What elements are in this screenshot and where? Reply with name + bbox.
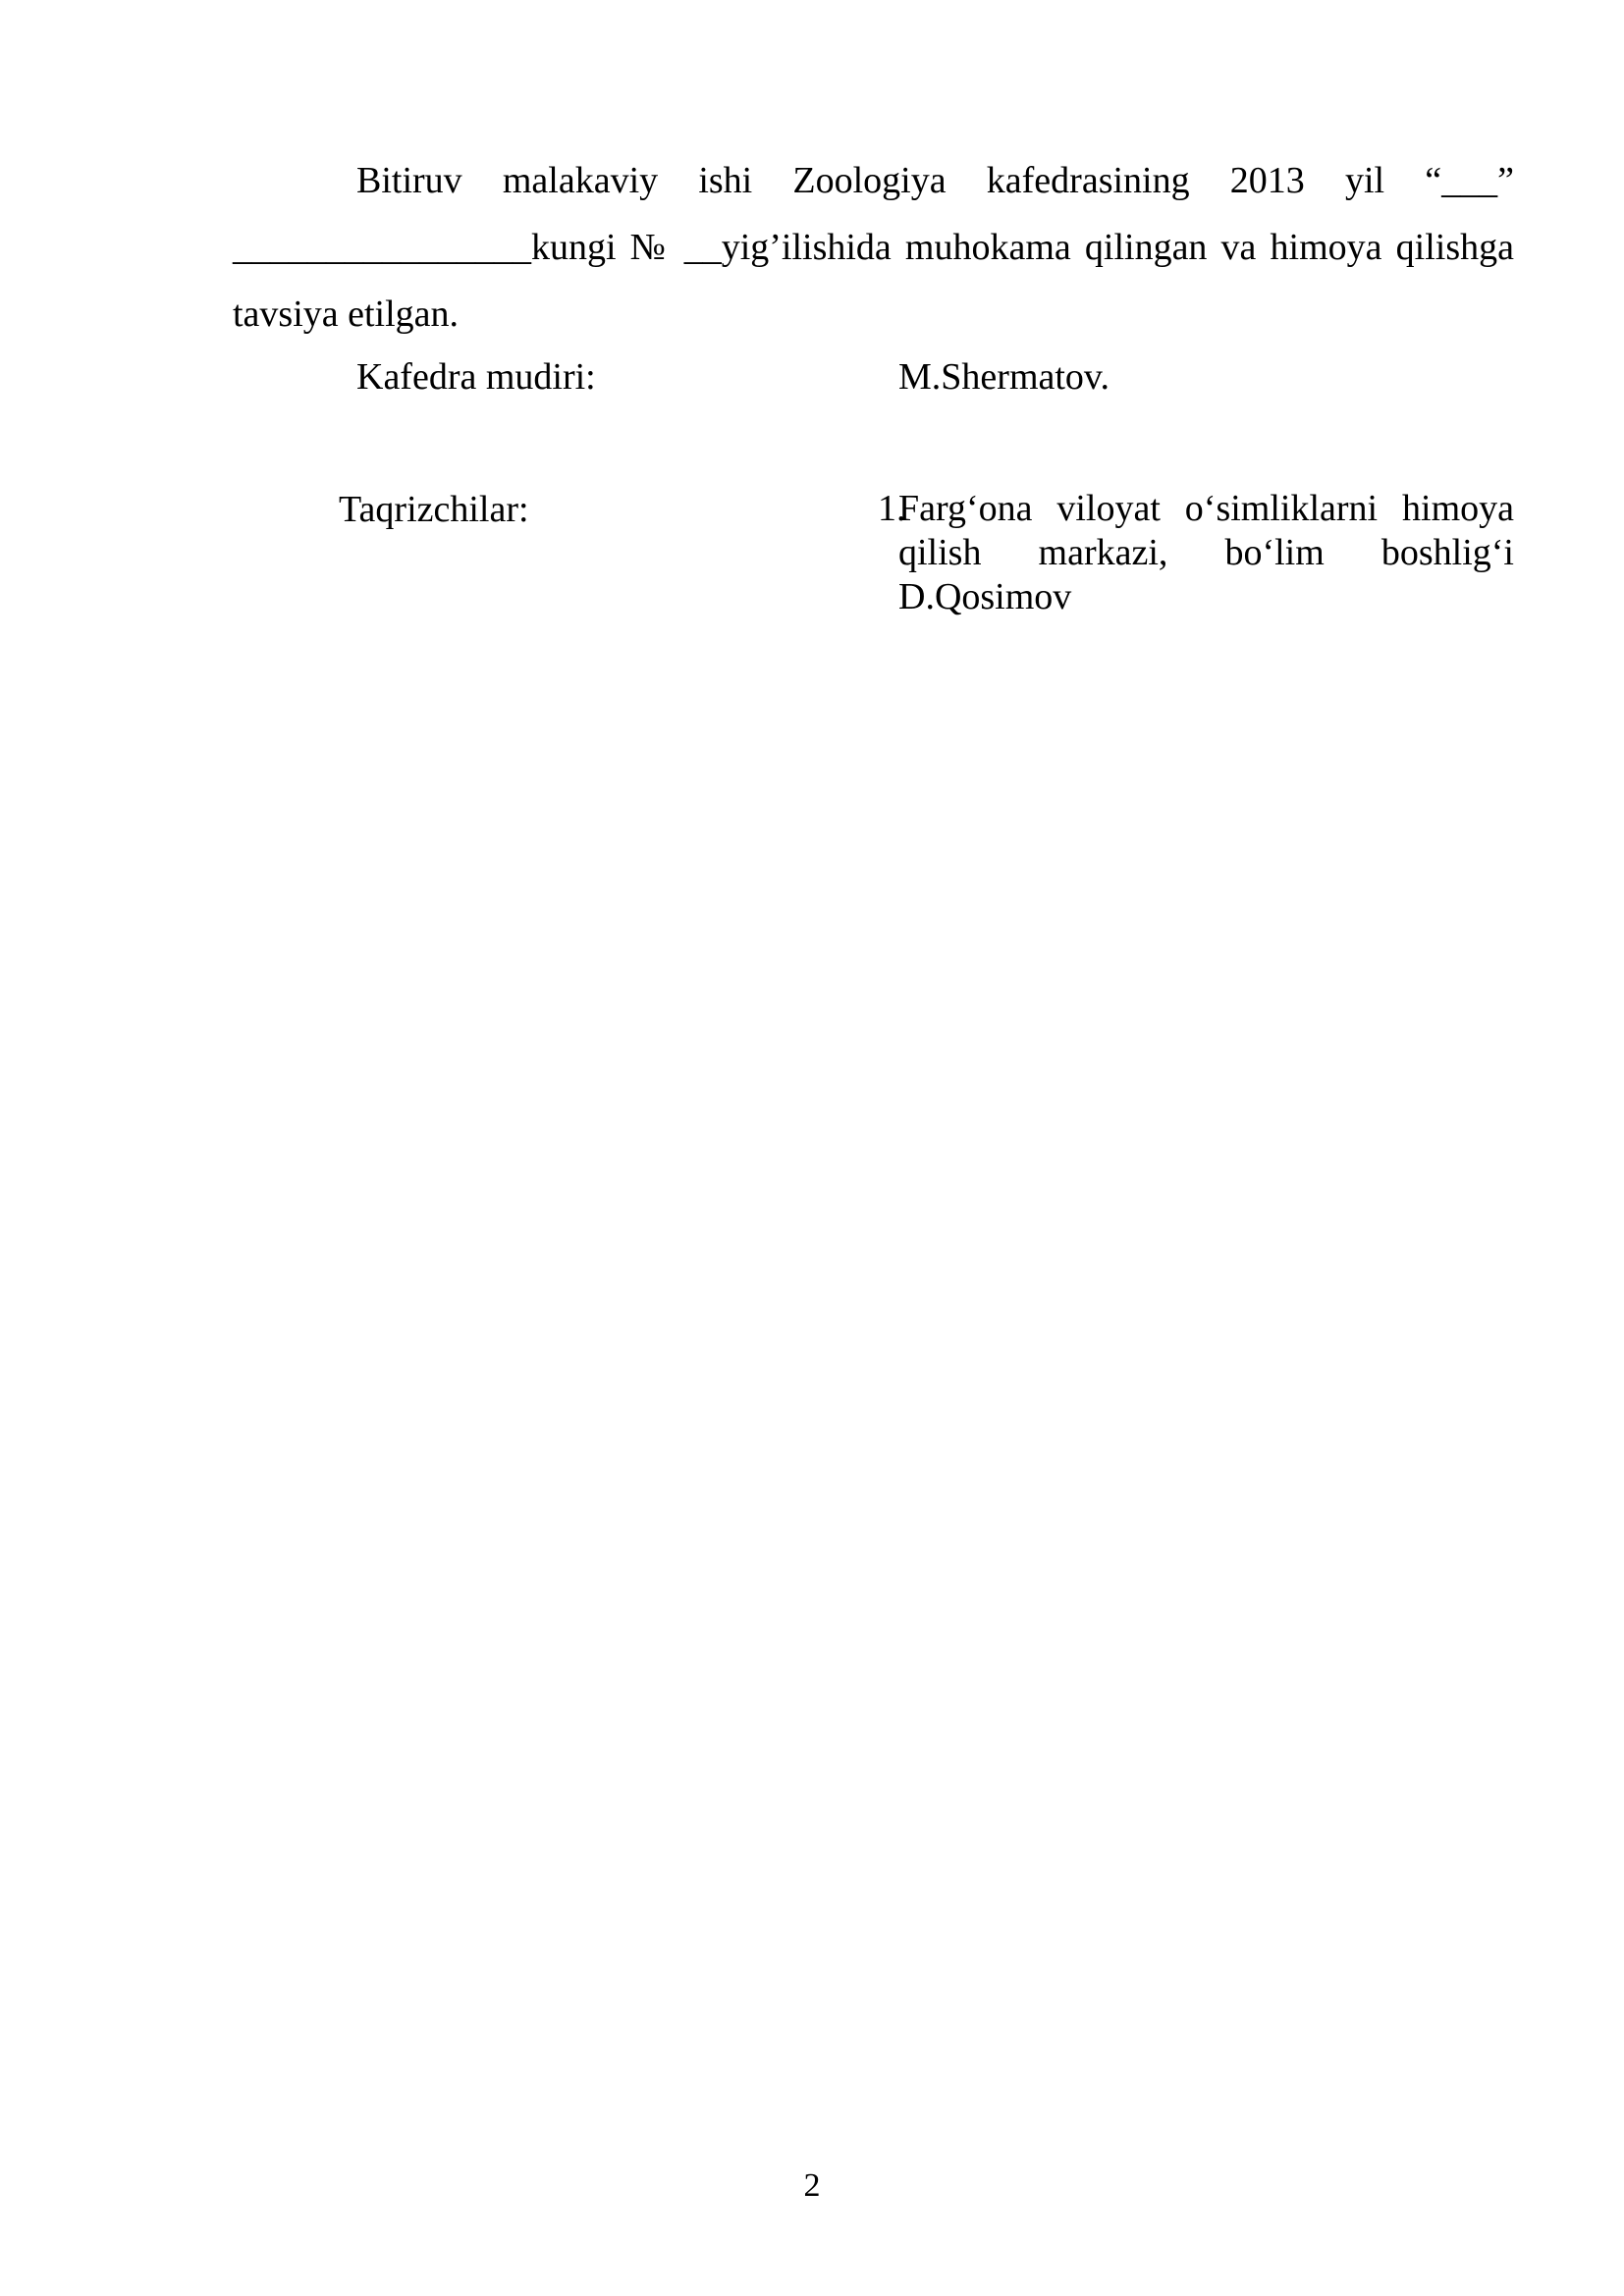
reviewer-item: [878, 487, 1514, 619]
head-of-department-label: Kafedra mudiri:: [356, 356, 596, 398]
head-of-department-name: M.Shermatov.: [898, 356, 1110, 398]
intro-paragraph: Bitiruv malakaviy ishi Zoologiya kafedrasining 2013 yil “___” ________________kungi № __yig’ilishida muhokama qilingan va himoya qilishga tavsiya etilgan.: [233, 160, 1514, 335]
page-number: 2: [803, 2167, 821, 2204]
reviewer-number: 1.: [878, 488, 906, 529]
reviewers-list: [878, 487, 1514, 619]
reviewer-text: Farg‘ona viloyat o‘simliklarni himoya qilish markazi, bo‘lim boshlig‘i D.Qosimov: [898, 488, 1514, 617]
reviewers-label: Taqrizchilar:: [339, 489, 529, 530]
